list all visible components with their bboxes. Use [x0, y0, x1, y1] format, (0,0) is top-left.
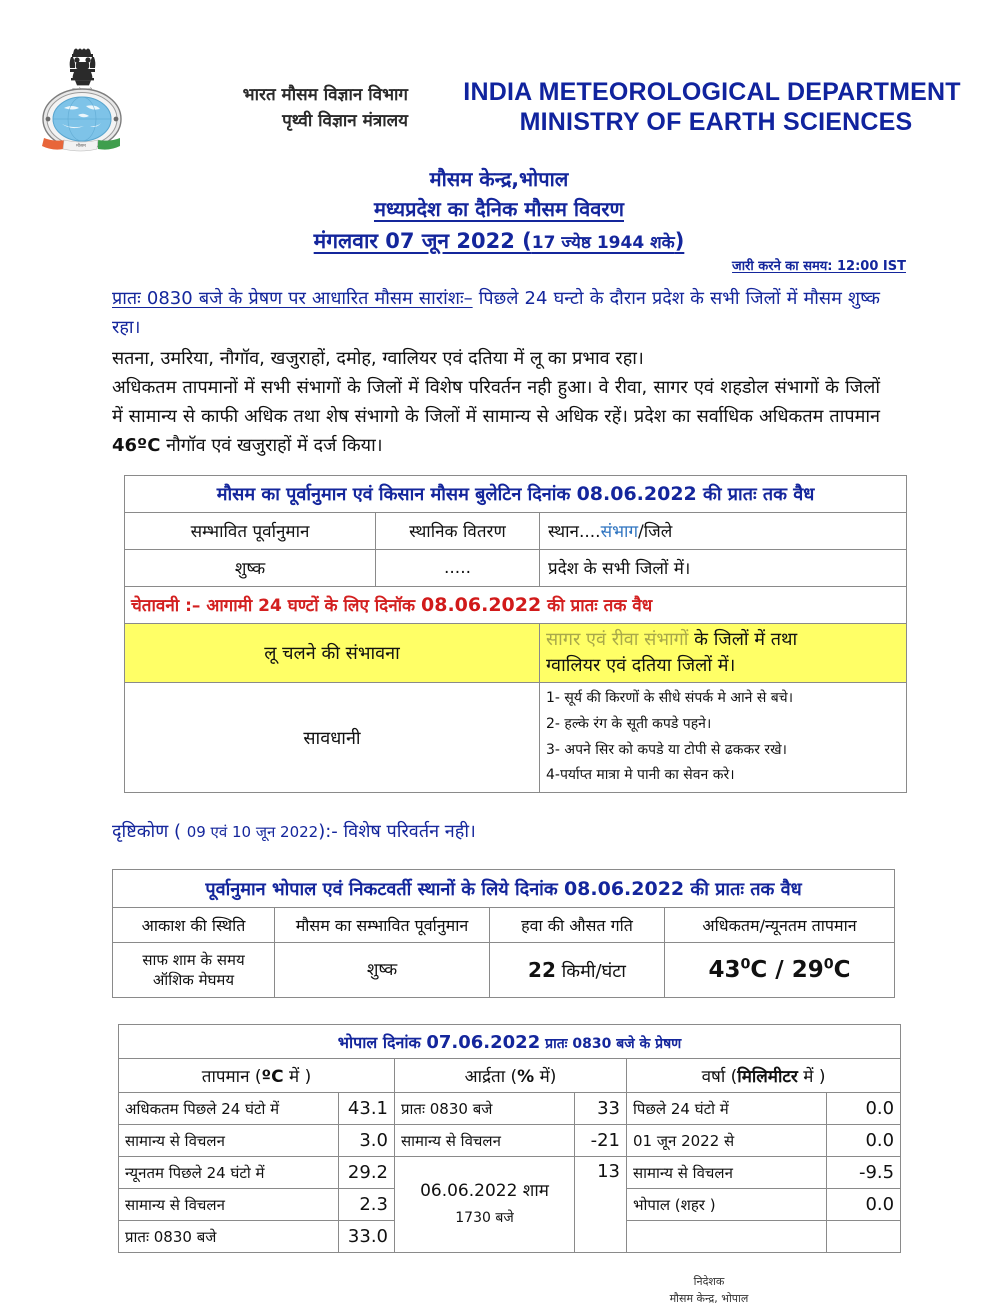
col-header-probable-weather: मौसम का सम्भावित पूर्वानुमान	[275, 908, 490, 943]
document-header	[0, 0, 998, 158]
title-post: प्रातः 0830 बजे के प्रेषण	[540, 1035, 682, 1052]
temp-value-dev-min: 2.3	[339, 1189, 395, 1221]
forecast-warning-table	[124, 475, 907, 794]
center-name: मौसम केन्द्र,भोपाल	[429, 167, 569, 191]
max-temp-text-a: अधिकतम तापमानों में सभी संभागों के जिलों में विशेष परिवर्तन नही हुआ। वे रीवा, सागर एवं शहडोल संभागों के जिलों में सामान्य से काफी अधिक तथा शेष संभागो के जिलों में सामान्य से अधिक रहें। प्रदेश का सर्वाधिक अधिकतम तापमान	[112, 377, 880, 428]
hum-group-unit: %	[517, 1067, 535, 1088]
temp-group-unit: ºC	[261, 1067, 284, 1088]
humidity-label-evening	[395, 1157, 575, 1253]
wind-speed-value	[490, 943, 665, 998]
title-post: की प्रातः तक वैध	[696, 483, 815, 505]
rain-label-dev: सामान्य से विचलन	[627, 1157, 827, 1189]
table-row	[119, 1059, 901, 1093]
humidity-evening-time: 1730 बजे	[455, 1209, 514, 1226]
rain-label-since-june: 01 जून 2022 से	[627, 1125, 827, 1157]
list-item: 1- सूर्य की किरणों के सीधे संपर्क मे आने से बचे।	[546, 689, 793, 706]
signature-block	[0, 1273, 998, 1307]
temp-label-0830: प्रातः 0830 बजे	[119, 1221, 339, 1253]
temp-value-dev-max: 3.0	[339, 1125, 395, 1157]
col-header-wind-speed: हवा की औसत गति	[490, 908, 665, 943]
rain-label-bhopal-city: भोपाल (शहर )	[627, 1189, 827, 1221]
table-row	[125, 549, 907, 586]
temp-unit-max: C	[750, 956, 768, 983]
signature-designation: निदेशक	[693, 1275, 725, 1289]
date-close: )	[674, 229, 685, 253]
english-department-name	[408, 42, 998, 137]
summary-body	[112, 344, 880, 461]
sky-condition-value	[113, 943, 275, 998]
imd-emblem-icon	[34, 46, 130, 158]
hindi-dept-line-2: पृथ्वी विज्ञान मंत्रालय	[282, 111, 408, 132]
hum-group-post: में)	[534, 1067, 557, 1088]
table-row	[119, 1025, 901, 1059]
list-item: 3- अपने सिर को कपडे या टोपी से ढककर रखे।	[546, 741, 787, 758]
max-min-temp-value: $43^0C / 29^0C$	[665, 943, 895, 998]
heatwave-label: लू चलने की संभावना	[125, 623, 540, 682]
wind-unit: किमी/घंटा	[555, 960, 626, 982]
temp-label-min-24h: न्यूनतम पिछले 24 घंटो में	[119, 1157, 339, 1189]
table-row	[119, 1125, 901, 1157]
rain-group-post: में )	[797, 1067, 826, 1088]
list-item: 4-पर्याप्त मात्रा मे पानी का सेवन करे।	[546, 767, 735, 784]
heatwave-rest: के जिलों में तथा	[688, 628, 798, 650]
col-header-spatial-distribution: स्थानिक वितरण	[376, 512, 540, 549]
hindi-department-name	[138, 42, 408, 135]
sky-line-1: साफ शाम के समय	[142, 951, 245, 970]
forecast-value: शुष्क	[125, 549, 376, 586]
observations-title	[119, 1025, 901, 1059]
table-row	[125, 623, 907, 682]
location-district: /जिले	[638, 522, 673, 543]
bhopal-forecast-title	[113, 870, 895, 908]
rain-empty-cell-value	[827, 1221, 901, 1253]
temp-max: 43	[708, 956, 741, 983]
rain-group-pre: वर्षा (	[701, 1067, 738, 1088]
humidity-label-0830: प्रातः 0830 बजे	[395, 1093, 575, 1125]
outlook-line	[112, 819, 998, 843]
rain-empty-cell-label	[627, 1221, 827, 1253]
title-pre: पूर्वानुमान भोपाल एवं निकटवर्ती स्थानों के लिये दिनांक	[205, 878, 564, 900]
title-date: 08.06.2022	[576, 482, 697, 505]
max-temp-value: 46ºC	[112, 435, 161, 457]
svg-text:मौसम: मौसम	[76, 144, 86, 149]
col-header-location	[540, 512, 907, 549]
rain-label-24h: पिछले 24 घंटो में	[627, 1093, 827, 1125]
rain-value-since-june: 0.0	[827, 1125, 901, 1157]
temp-unit-min: C	[833, 956, 851, 983]
rain-group-unit: मिलिमीटर	[737, 1067, 798, 1088]
date-shaka: 17 ज्येष्ठ 1944 शके	[531, 233, 675, 253]
forecast-table-title	[125, 475, 907, 512]
temp-value-max-24h: 43.1	[339, 1093, 395, 1125]
bulletin-subtitle: मध्यप्रदेश का दैनिक मौसम विवरण	[373, 197, 624, 221]
hindi-dept-line-1: भारत मौसम विज्ञान विभाग	[242, 85, 408, 105]
english-dept-line-1: INDIA METEOROLOGICAL DEPARTMENT	[463, 78, 961, 106]
weather-value: शुष्क	[275, 943, 490, 998]
title-pre: मौसम का पूर्वानुमान एवं किसान मौसम बुलेटिन दिनांक	[216, 483, 577, 505]
location-pre: स्थान....	[548, 522, 601, 543]
summary-heading: प्रातः 0830 बजे के प्रेषण पर आधारित मौसम सारांशः–	[112, 287, 473, 309]
heatwave-districts: ग्वालियर एवं दतिया जिलों में।	[546, 654, 736, 676]
title-post: की प्रातः तक वैध	[684, 878, 802, 900]
temp-label-dev-min: सामान्य से विचलन	[119, 1189, 339, 1221]
title-date: 07.06.2022	[426, 1031, 541, 1053]
temp-value-0830: 33.0	[339, 1221, 395, 1253]
observations-container	[118, 1024, 998, 1253]
logo-container	[0, 42, 138, 158]
group-header-temperature	[119, 1059, 395, 1093]
observations-table	[118, 1024, 901, 1253]
table-row	[113, 908, 895, 943]
summary-heading-paragraph	[112, 284, 880, 342]
outlook-post: ):- विशेष परिवर्तन नही।	[318, 821, 476, 843]
outlook-dates: 09 एवं 10 जून 2022	[186, 823, 319, 842]
temp-separator: /	[767, 956, 792, 983]
group-header-rainfall	[627, 1059, 901, 1093]
warning-post: की प्रातः तक वैध	[541, 596, 653, 617]
english-dept-line-2: MINISTRY OF EARTH SCIENCES	[519, 107, 913, 136]
table-row	[125, 475, 907, 512]
temp-label-max-24h: अधिकतम पिछले 24 घंटो में	[119, 1093, 339, 1125]
table-row	[125, 682, 907, 793]
hum-group-pre: आर्द्रता (	[464, 1067, 518, 1088]
max-temp-line	[112, 373, 880, 460]
signature-office: मौसम केन्द्र, भोपाल	[669, 1292, 749, 1306]
temp-label-dev-max: सामान्य से विचलन	[119, 1125, 339, 1157]
rain-value-24h: 0.0	[827, 1093, 901, 1125]
col-header-sky-condition: आकाश की स्थिति	[113, 908, 275, 943]
humidity-value-evening: 13	[575, 1157, 627, 1253]
title-date: 08.06.2022	[563, 877, 685, 900]
humidity-label-dev: सामान्य से विचलन	[395, 1125, 575, 1157]
wind-number: 22	[528, 957, 556, 982]
temp-min: 29	[791, 956, 824, 983]
col-header-probable-forecast: सम्भावित पूर्वानुमान	[125, 512, 376, 549]
heatwave-divisions: सागर एवं रीवा संभागों	[546, 628, 689, 650]
col-header-max-min-temp: अधिकतम/न्यूनतम तापमान	[665, 908, 895, 943]
outlook-pre: दृष्टिकोण (	[112, 821, 187, 843]
title-pre: भोपाल दिनांक	[337, 1032, 427, 1052]
warning-pre: चेतावनी :– आगामी 24 घण्टों के लिए दिनॉक	[131, 596, 422, 617]
warning-date: 08.06.2022	[421, 594, 542, 617]
list-item: 2- हल्के रंग के सूती कपडे पहने।	[546, 715, 712, 732]
table-row	[113, 943, 895, 998]
rain-value-bhopal-city: 0.0	[827, 1189, 901, 1221]
heatwave-regions	[540, 623, 907, 682]
issue-time: जारी करने का समय: 12:00 IST	[732, 258, 906, 274]
distribution-value: .....	[376, 549, 540, 586]
temp-group-post: में )	[283, 1067, 312, 1088]
date-main: मंगलवार 07 जून 2022 (	[313, 229, 532, 253]
location-division: संभाग	[600, 522, 639, 543]
forecast-table-container	[124, 475, 998, 794]
location-value: प्रदेश के सभी जिलों में।	[540, 549, 907, 586]
group-header-humidity	[395, 1059, 627, 1093]
table-row	[113, 870, 895, 908]
table-row	[125, 512, 907, 549]
caution-list	[540, 682, 907, 793]
bhopal-forecast-table	[112, 869, 895, 998]
temp-group-pre: तापमान (	[201, 1067, 262, 1088]
bulletin-date-line	[0, 224, 998, 260]
bhopal-forecast-container	[112, 869, 998, 998]
humidity-evening-date: 06.06.2022 शाम	[420, 1181, 549, 1202]
table-row	[119, 1157, 901, 1189]
humidity-value-dev: -21	[575, 1125, 627, 1157]
table-row	[119, 1093, 901, 1125]
summary-heading-rest: पिछले 24 घन्टो के दौरान प्रदेश के सभी जिलों में मौसम शुष्क रहा।	[112, 287, 880, 338]
humidity-value-0830: 33	[575, 1093, 627, 1125]
max-temp-text-b: नौगॉव एवं खजुराहों में दर्ज किया।	[160, 435, 383, 457]
caution-label: सावधानी	[125, 682, 540, 793]
table-row	[125, 586, 907, 623]
temp-value-min-24h: 29.2	[339, 1157, 395, 1189]
rain-value-dev: -9.5	[827, 1157, 901, 1189]
heatwave-districts-line: सतना, उमरिया, नौगॉव, खजुराहों, दमोह, ग्वालियर एवं दतिया में लू का प्रभाव रहा।	[112, 348, 644, 369]
sky-line-2: ऑशिक मेघमय	[152, 971, 235, 990]
warning-banner	[125, 586, 907, 623]
bulletin-titles	[0, 164, 998, 260]
